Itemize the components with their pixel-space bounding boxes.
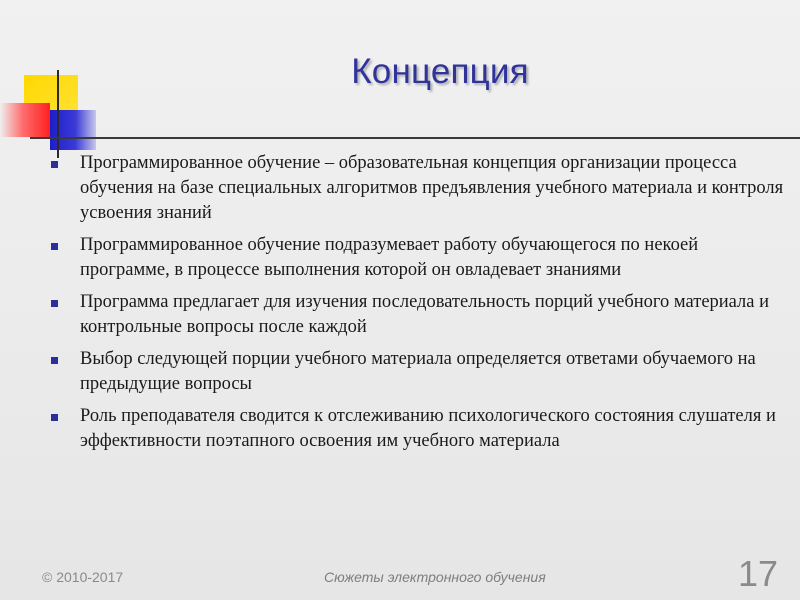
bullet-text: Программированное обучение подразумевает работу обучающегося по некоей программе, в процессе выполнения которой он овладевает знаниями <box>80 235 699 280</box>
square-bullet-icon <box>51 414 58 421</box>
square-bullet-icon <box>51 357 58 364</box>
bullet-item <box>48 290 790 340</box>
bullet-text: Выбор следующей порции учебного материала определяется ответами обучаемого на предыдущие вопросы <box>80 349 756 394</box>
title-divider-line <box>30 137 800 139</box>
bullet-item <box>48 151 790 226</box>
square-bullet-icon <box>51 243 58 250</box>
slide-number: 17 <box>738 553 779 594</box>
bullet-text: Роль преподавателя сводится к отслеживанию психологического состояния слушателя и эффективности поэтапного освоения им учебного материала <box>80 406 776 451</box>
bullet-item <box>48 347 790 397</box>
square-bullet-icon <box>51 161 58 168</box>
square-bullet-icon <box>51 300 58 307</box>
slide-title: Концепция <box>351 52 529 91</box>
bullet-item <box>48 404 790 454</box>
footer-copyright: © 2010-2017 <box>42 569 124 585</box>
bullet-text: Программа предлагает для изучения последовательность порций учебного материала и контрольные вопросы после каждой <box>80 292 770 337</box>
footer-course-title: Сюжеты электронного обучения <box>324 569 546 585</box>
bullet-item <box>48 233 790 283</box>
bullet-list <box>48 151 790 461</box>
decorative-red-bar <box>0 103 50 137</box>
bullet-text: Программированное обучение – образовательная концепция организации процесса обучения на базе специальных алгоритмов предъявления учебного материала и контроля усвоения знаний <box>80 153 784 223</box>
